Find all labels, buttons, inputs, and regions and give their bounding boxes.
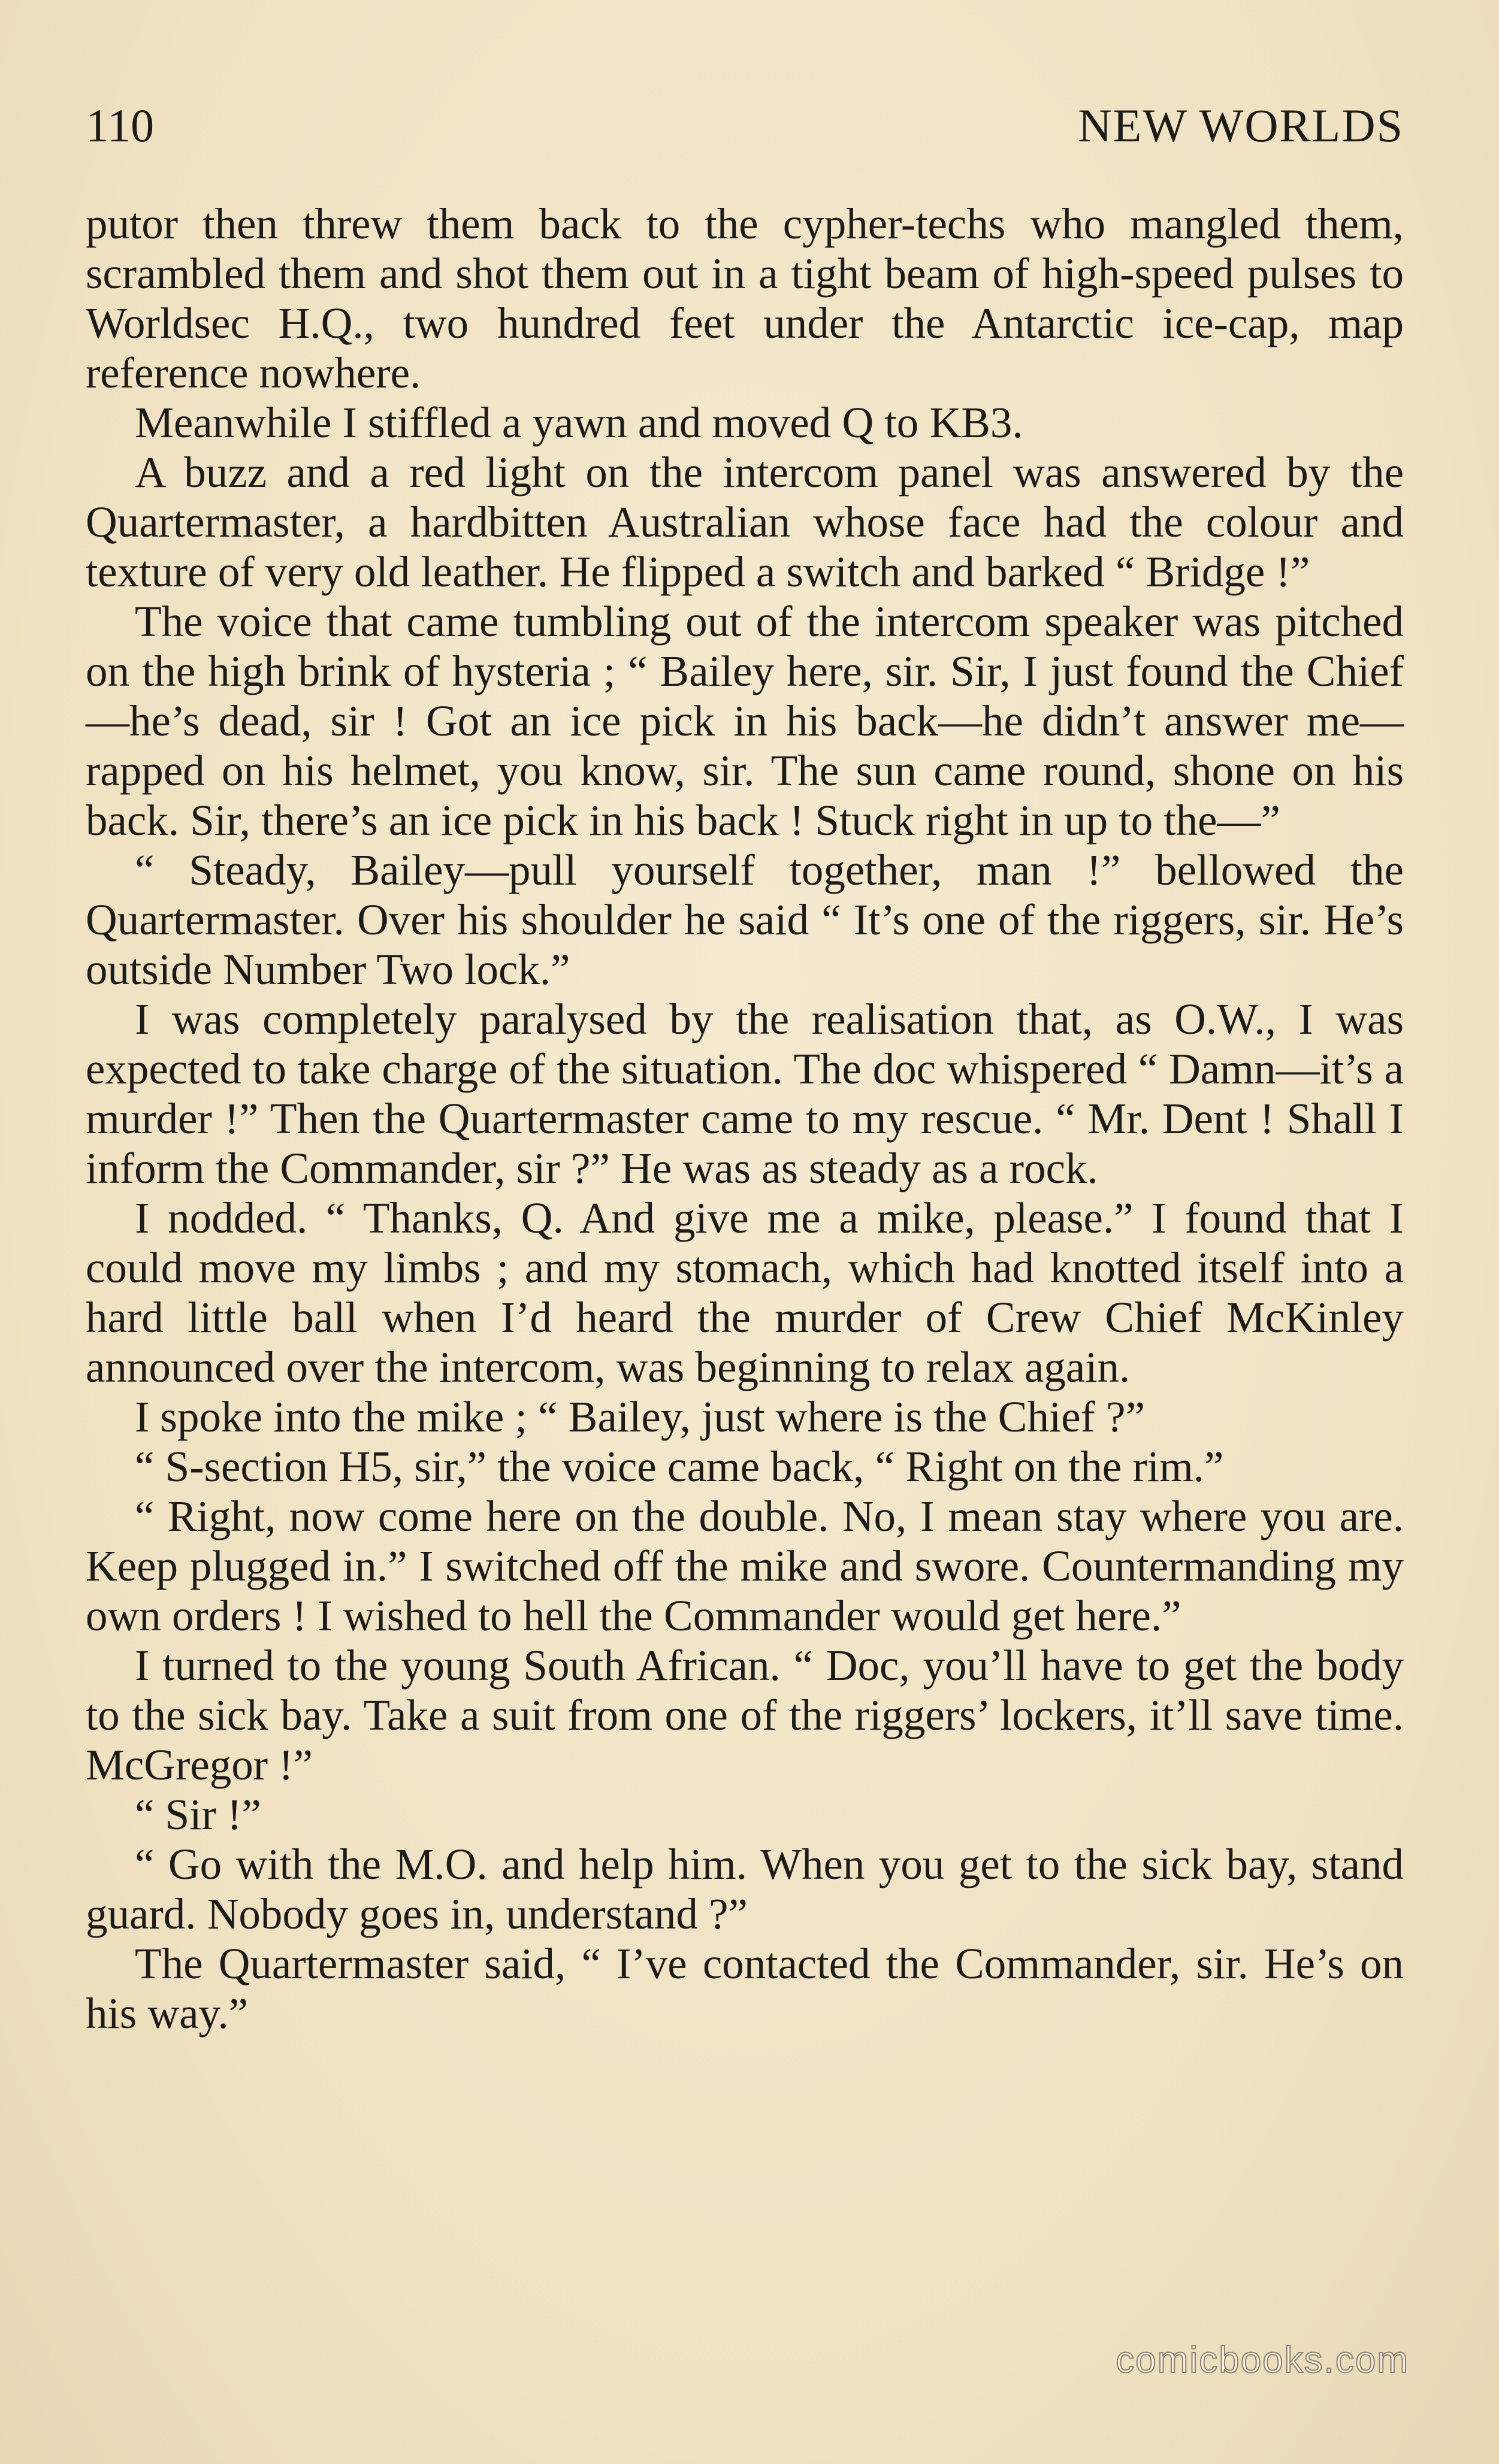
- watermark: comicbooks.com: [1116, 2339, 1409, 2381]
- page-number: 110: [86, 99, 155, 152]
- paragraph: The Quartermaster said, “ I’ve contacted the Commander, sir. He’s on his way.”: [86, 1939, 1404, 2038]
- running-head: NEW WORLDS: [1078, 99, 1404, 152]
- paragraph: I was completely paralysed by the realisation that, as O.W., I was expected to take charge of the situation. The doc whispered “ Damn—it’s a murder !” Then the Quartermaster came to my rescue. “ Mr. Dent ! Shall I inform the Commander, sir ?” He was as steady as a rock.: [86, 995, 1404, 1192]
- body-text: [86, 199, 1404, 2038]
- paragraph: A buzz and a red light on the intercom panel was answered by the Quartermaster, a hardbitten Australian whose face had the colour and texture of very old leather. He flipped a switch and barked “ Bridge !”: [86, 448, 1404, 596]
- paragraph: The voice that came tumbling out of the intercom speaker was pitched on the high brink of hysteria ; “ Bailey here, sir. Sir, I just found the Chief—he’s dead, sir ! Got an ice pick in his back—he didn’t answer me—rapped on his helmet, you know, sir. The sun came round, shone on his back. Sir, there’s an ice pick in his back ! Stuck right in up to the—”: [86, 597, 1404, 844]
- paragraph: I spoke into the mike ; “ Bailey, just where is the Chief ?”: [135, 1393, 1145, 1441]
- paragraph: “ S-section H5, sir,” the voice came back, “ Right on the rim.”: [135, 1442, 1224, 1491]
- paragraph: “ Sir !”: [135, 1790, 261, 1839]
- paragraph: Meanwhile I stiffled a yawn and moved Q to KB3.: [135, 398, 1023, 447]
- paragraph: I nodded. “ Thanks, Q. And give me a mike, please.” I found that I could move my limbs ; and my stomach, which had knotted itself into a hard little ball when I’d heard the murder of Crew Chief McKinley announced over the intercom, was beginning to relax again.: [86, 1194, 1404, 1391]
- paragraph: I turned to the young South African. “ Doc, you’ll have to get the body to the sick bay. Take a suit from one of the riggers’ lockers, it’ll save time. McGregor !”: [86, 1641, 1404, 1789]
- paragraph: “ Go with the M.O. and help him. When you get to the sick bay, stand guard. Nobody goes in, understand ?”: [86, 1840, 1404, 1938]
- paragraph: putor then threw them back to the cypher-techs who mangled them, scrambled them and shot them out in a tight beam of high-speed pulses to Worldsec H.Q., two hundred feet under the Antarctic ice-cap, map reference nowhere.: [86, 199, 1404, 397]
- paragraph: “ Right, now come here on the double. No, I mean stay where you are. Keep plugged in.” I switched off the mike and swore. Countermanding my own orders ! I wished to hell the Commander would get here.”: [86, 1492, 1404, 1640]
- paragraph: “ Steady, Bailey—pull yourself together, man !” bellowed the Quartermaster. Over his shoulder he said “ It’s one of the riggers, sir. He’s outside Number Two lock.”: [86, 846, 1404, 994]
- page-header: [86, 99, 1404, 165]
